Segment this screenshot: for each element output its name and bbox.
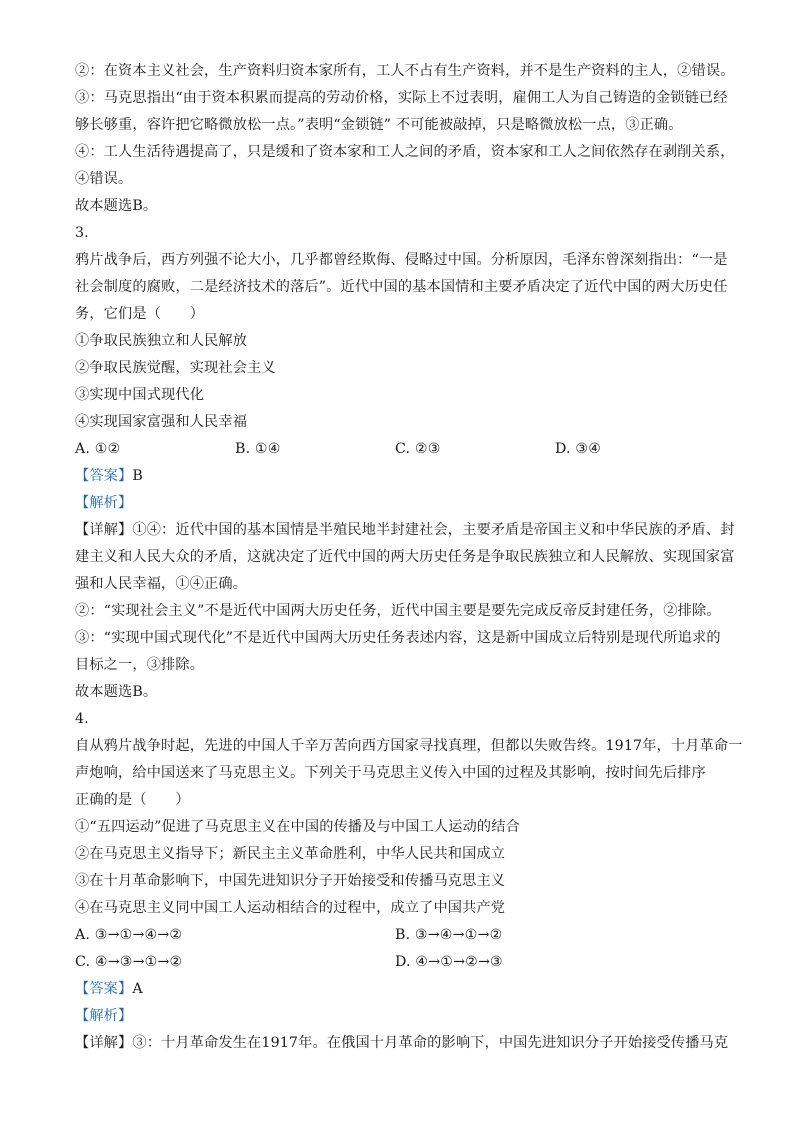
- q4-item: ①“五四运动”促进了马克思主义在中国的传播及与中国工人运动的结合: [75, 819, 520, 835]
- q3-options: [75, 436, 715, 463]
- q4-detail: [75, 1030, 729, 1057]
- q4-stem: 自从鸦片战争时起，先进的中国人千辛万苦向西方国家寻找真理，但都以失败告终。1917年，十月革命一: [75, 738, 743, 754]
- q4-analysis: [75, 1003, 715, 1030]
- analysis-tag: 【解析】: [75, 495, 133, 511]
- answer-tag: 【答案】: [75, 981, 133, 997]
- document-page: [75, 58, 743, 1057]
- q3-item: ④实现国家富强和人民幸福: [75, 414, 248, 430]
- q4-option-a: A. ③→①→④→②: [75, 927, 183, 943]
- q3-answer: [75, 463, 715, 490]
- q3-number: 3.: [75, 225, 89, 241]
- q3-option-a: A. ①②: [75, 441, 121, 457]
- q2-analysis-line: 够长够重，容许把它略微放松一点。”表明“金锁链” 不可能被敲掉，只是略微放松一点，③正确。: [75, 117, 683, 133]
- q3-stem: 社会制度的腐败，二是经济技术的落后”。近代中国的基本国情和主要矛盾决定了近代中国的两大历史任: [75, 279, 728, 295]
- q2-analysis-line: ④错误。: [75, 171, 133, 187]
- q4-stem: 声炮响，给中国送来了马克思主义。下列关于马克思主义传入中国的过程及其影响，按时间先后排序: [75, 765, 706, 781]
- q3-detail: 强和人民幸福，①④正确。: [75, 576, 248, 592]
- q3-item: ②争取民族觉醒，实现社会主义: [75, 360, 276, 376]
- q4-option-b: B. ③→④→①→②: [395, 927, 503, 943]
- detail-text: ③：十月革命发生在1917年。在俄国十月革命的影响下，中国先进知识分子开始接受传播马克: [132, 1035, 729, 1051]
- q3-detail: 建主义和人民大众的矛盾，这就决定了近代中国的两大历史任务是争取民族独立和人民解放、实现国家富: [75, 549, 735, 565]
- detail-tag: 【详解】: [75, 522, 133, 538]
- detail-text: ①④：近代中国的基本国情是半殖民地半封建社会，主要矛盾是帝国主义和中华民族的矛盾、封: [132, 522, 735, 538]
- detail-tag: 【详解】: [75, 1035, 133, 1051]
- q4-item: ④在马克思主义同中国工人运动相结合的过程中，成立了中国共产党: [75, 900, 506, 916]
- q4-answer: [75, 976, 715, 1003]
- q3-analysis: [75, 490, 715, 517]
- q3-option-b: B. ①④: [235, 441, 281, 457]
- q3-detail: [75, 517, 735, 544]
- q3-option-c: C. ②③: [395, 441, 441, 457]
- q4-item: ③在十月革命影响下，中国先进知识分子开始接受和传播马克思主义: [75, 873, 506, 889]
- answer-value: B: [132, 468, 143, 484]
- q2-analysis-line: ④：工人生活待遇提高了，只是缓和了资本家和工人之间的矛盾，资本家和工人之间依然存在剥削关系，: [75, 144, 735, 160]
- q4-options-row: [75, 922, 715, 949]
- q4-stem: 正确的是（ ）: [75, 792, 190, 808]
- q3-detail: ③：“实现中国式现代化”不是近代中国两大历史任务表述内容，这是新中国成立后特别是现代所追求的: [75, 630, 721, 646]
- q2-conclusion: 故本题选B。: [75, 198, 158, 214]
- q3-detail: ②：“实现社会主义”不是近代中国两大历史任务，近代中国主要是要先完成反帝反封建任务，②排除。: [75, 603, 721, 619]
- q3-stem: 鸦片战争后，西方列强不论大小，几乎都曾经欺侮、侵略过中国。分析原因，毛泽东曾深刻指出：“一是: [75, 252, 728, 268]
- q4-item: ②在马克思主义指导下；新民主主义革命胜利，中华人民共和国成立: [75, 846, 506, 862]
- q3-stem: 务，它们是（ ）: [75, 306, 205, 322]
- q4-option-c: C. ④→③→①→②: [75, 954, 183, 970]
- q3-conclusion: 故本题选B。: [75, 684, 158, 700]
- q3-detail: 目标之一，③排除。: [75, 657, 205, 673]
- analysis-tag: 【解析】: [75, 1008, 133, 1024]
- q4-option-d: D. ④→①→②→③: [395, 954, 503, 970]
- q2-analysis-line: ③：马克思指出“由于资本积累而提高的劳动价格，实际上不过表明，雇佣工人为自己铸造的金锁链已经: [75, 90, 728, 106]
- q4-options-row: [75, 949, 715, 976]
- q2-analysis-line: ②：在资本主义社会，生产资料归资本家所有，工人不占有生产资料，并不是生产资料的主人，②错误。: [75, 63, 735, 79]
- q3-item: ③实现中国式现代化: [75, 387, 205, 403]
- answer-value: A: [132, 981, 143, 997]
- answer-tag: 【答案】: [75, 468, 133, 484]
- q3-item: ①争取民族独立和人民解放: [75, 333, 248, 349]
- q3-option-d: D. ③④: [555, 441, 602, 457]
- q4-number: 4.: [75, 711, 89, 727]
